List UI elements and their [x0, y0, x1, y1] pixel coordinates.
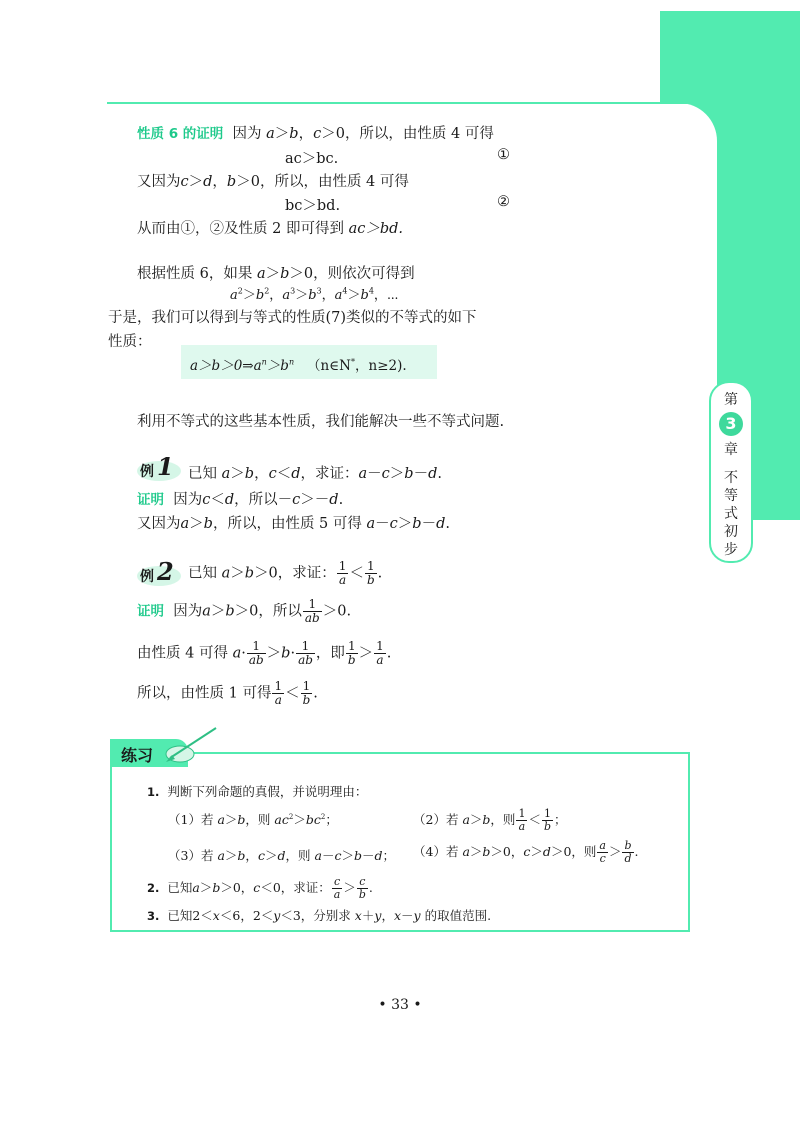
proof6-conclusion: 从而由①，②及性质 2 即可得到 ac＞bd. — [137, 221, 404, 237]
exercise-title: 练习 — [121, 746, 154, 765]
powers-then-2: 性质： — [108, 334, 152, 350]
proof6-label: 性质 6 的证明 — [137, 126, 224, 142]
example-1-badge: 例 1 — [137, 455, 183, 483]
proof6-line3: 又因为c＞d，b＞0，所以，由性质 4 可得 — [137, 174, 409, 190]
chapter-number: 3 — [719, 412, 743, 436]
example-2-proof-2: 由性质 4 可得 a· $\frac{1}{ab}$ ＞b· $\frac{1}{ab}$ ，即 $\frac{1}{b}$ ＞ $\frac{1}{a}$ . — [137, 639, 392, 667]
exercise-q1-1: （1）若 a＞b，则 $ac^2>bc^2$； — [168, 812, 338, 827]
example-1-proof-2: 又因为a＞b，所以，由性质 5 可得 a－c＞b－d. — [137, 516, 450, 532]
chapter-side-tab: 第 3 章 不 等 式 初 步 — [709, 381, 753, 563]
exercise-q1: 1. 判断下列命题的真假，并说明理由： — [147, 784, 368, 799]
example-2-statement: 已知 a＞b＞0，求证： $\frac{1}{a}$ ＜ $\frac{1}{b}$ . — [188, 559, 383, 587]
example-2-badge: 例 2 — [137, 560, 183, 588]
transition-sentence: 利用不等式的这些基本性质，我们能解决一些不等式问题. — [137, 414, 505, 430]
powers-intro: 根据性质 6，如果 a＞b＞0，则依次可得到 — [137, 266, 415, 282]
power-property: $a>b>0\Rightarrow a^n>b^n$ （n∈N*，n≥2). — [190, 357, 407, 374]
proof6-line1: 性质 6 的证明 因为 a＞b，c＞0，所以，由性质 4 可得 — [137, 126, 494, 142]
equation-number-1: ① — [497, 147, 510, 163]
exercise-q1-2: （2）若 a＞b，则 $\frac{1}{a}$ ＜ $\frac{1}{b}$ ； — [413, 807, 567, 833]
page-number: • 33 • — [378, 997, 422, 1013]
exercise-q3: 3. 已知2＜x＜6，2＜y＜3，分别求 x＋y，x－y 的取值范围. — [147, 908, 492, 923]
top-rule — [107, 102, 687, 104]
exercise-q2: 2. 已知a＞b＞0，c＜0，求证： $\frac{c}{a}$ ＞ $\frac{c}{b}$ . — [147, 875, 373, 901]
example-2-proof-3: 所以，由性质 1 可得 $\frac{1}{a}$ ＜ $\frac{1}{b}$ . — [137, 679, 318, 707]
proof6-formula-1: ac＞bc. — [285, 151, 339, 167]
example-1-proof-1: 证明 因为c＜d，所以－c＞－d. — [137, 492, 344, 508]
powers-then: 于是，我们可以得到与等式的性质(7)类似的不等式的如下 — [108, 310, 477, 326]
powers-sequence: $a^2>b^2$，$a^3>b^3$，$a^4>b^4$，⋯ — [230, 286, 399, 303]
exercise-q1-3: （3）若 a＞b，c＞d，则 a－c＞b－d； — [168, 848, 396, 863]
equation-number-2: ② — [497, 194, 510, 210]
example-1-statement: 已知 a＞b，c＜d，求证：a－c＞b－d. — [188, 466, 442, 482]
example-2-proof-1: 证明 因为a＞b＞0，所以 $\frac{1}{ab}$ ＞0. — [137, 597, 352, 625]
proof6-formula-2: bc＞bd. — [285, 198, 341, 214]
exercise-q1-4: （4）若 a＞b＞0，c＞d＞0，则 $\frac{a}{c}$ ＞ $\frac{b}{d}$ . — [413, 839, 639, 865]
pen-icon — [160, 722, 220, 768]
